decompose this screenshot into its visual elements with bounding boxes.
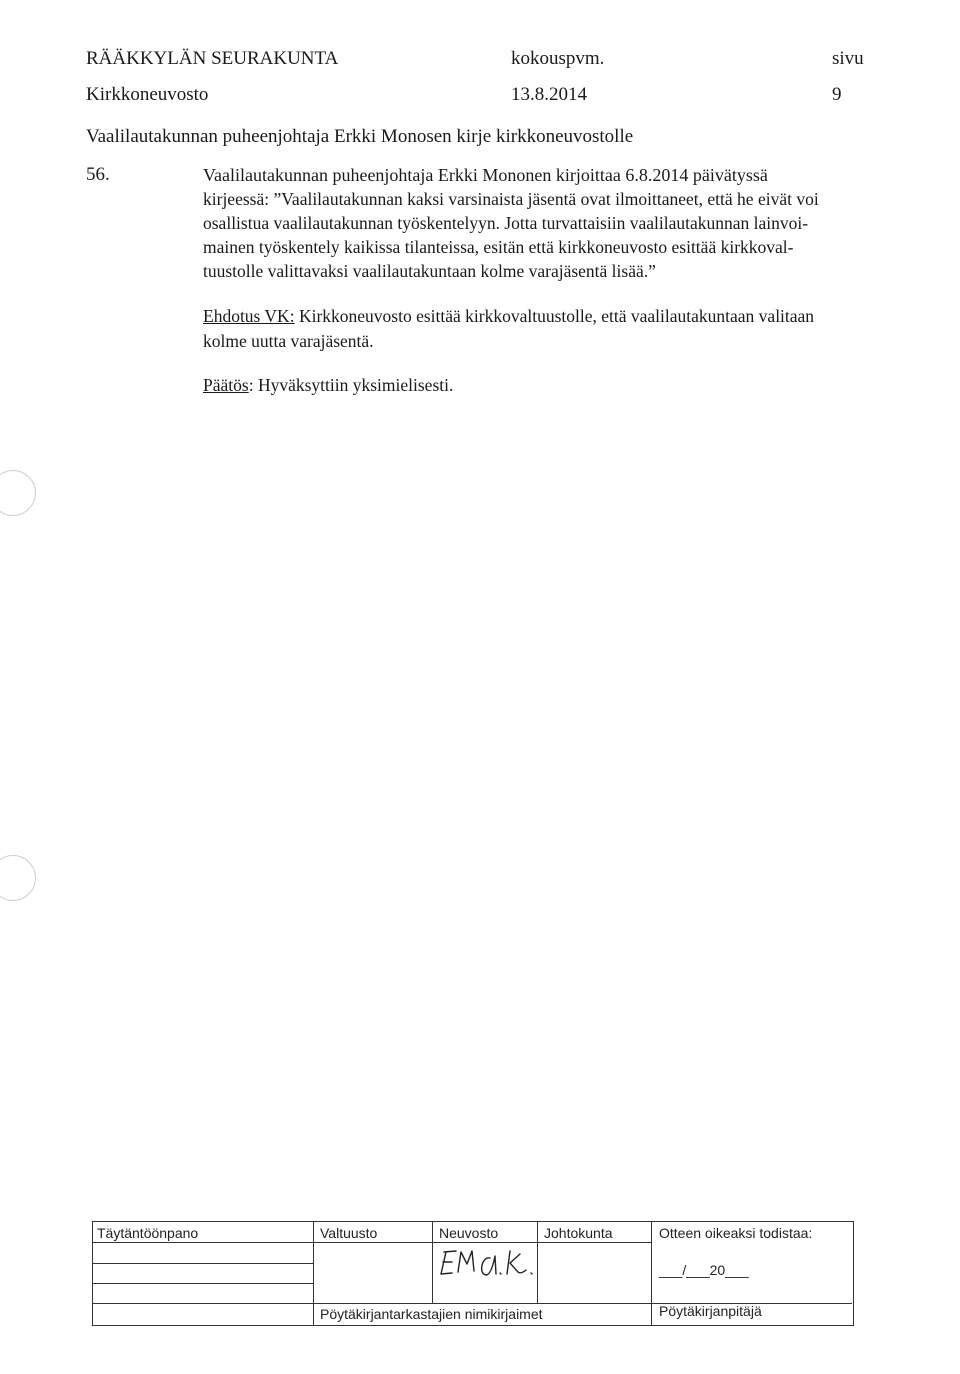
item-number: 56.: [86, 164, 110, 185]
item-line-3: osallistua vaalilautakunnan työskentelyyn. Jotta turvattaisiin vaalilautakunnan lainvoi-: [203, 213, 809, 233]
body-name: Kirkkoneuvosto: [86, 84, 209, 105]
page-number: 9: [832, 84, 842, 105]
footer-divider: [651, 1221, 652, 1325]
col-executive: Johtokunta: [544, 1225, 613, 1241]
item-line-2: kirjeessä: ”Vaalilautakunnan kaksi varsinaista jäsentä ovat ilmoittaneet, että he eivät voi: [203, 189, 819, 209]
date-label: kokouspvm.: [511, 48, 605, 69]
punch-hole-bottom: [0, 855, 36, 901]
col-execution: Täytäntöönpano: [97, 1225, 199, 1241]
initials-caption: Pöytäkirjantarkastajien nimikirjaimet: [320, 1306, 543, 1322]
proposal-label: Ehdotus VK:: [203, 306, 295, 326]
footer-row-line: [92, 1242, 652, 1243]
item-line-1: Vaalilautakunnan puheenjohtaja Erkki Mononen kirjoittaa 6.8.2014 päivätyssä: [203, 165, 768, 185]
subject-title: Vaalilautakunnan puheenjohtaja Erkki Monosen kirje kirkkoneuvostolle: [86, 126, 634, 147]
col-council: Valtuusto: [320, 1225, 378, 1241]
certified-date-line: ___/___20___: [659, 1262, 749, 1278]
decision-label: Päätös: [203, 375, 249, 395]
proposal-line-2: kolme uutta varajäsentä.: [203, 331, 374, 351]
meeting-date: 13.8.2014: [511, 84, 587, 105]
proposal-line-1: [203, 304, 814, 329]
organization-name: RÄÄKKYLÄN SEURAKUNTA: [86, 48, 339, 69]
col-certified: Otteen oikeaksi todistaa:: [659, 1225, 813, 1241]
footer-divider: [313, 1221, 314, 1325]
decision-line: [203, 373, 453, 398]
item-line-4: mainen työskentely kaikissa tilanteissa, esitän että kirkkoneuvosto esittää kirkkoval-: [203, 237, 794, 257]
footer-row-line: [92, 1283, 314, 1284]
footer-divider: [432, 1221, 433, 1303]
item-line-5: tuustolle valittavaksi vaalilautakuntaan kolme varajäsentä lisää.”: [203, 261, 656, 281]
decision-text: : Hyväksyttiin yksimielisesti.: [248, 375, 454, 395]
col-board: Neuvosto: [439, 1225, 499, 1241]
initials-signature: [438, 1244, 548, 1284]
punch-hole-top: [0, 470, 36, 516]
footer-row-line: [92, 1263, 314, 1264]
keeper-caption: Pöytäkirjanpitäjä: [659, 1303, 762, 1319]
proposal-text: Kirkkoneuvosto esittää kirkkovaltuustolle, että vaalilautakuntaan valitaan: [294, 306, 815, 326]
page-label: sivu: [832, 48, 864, 69]
